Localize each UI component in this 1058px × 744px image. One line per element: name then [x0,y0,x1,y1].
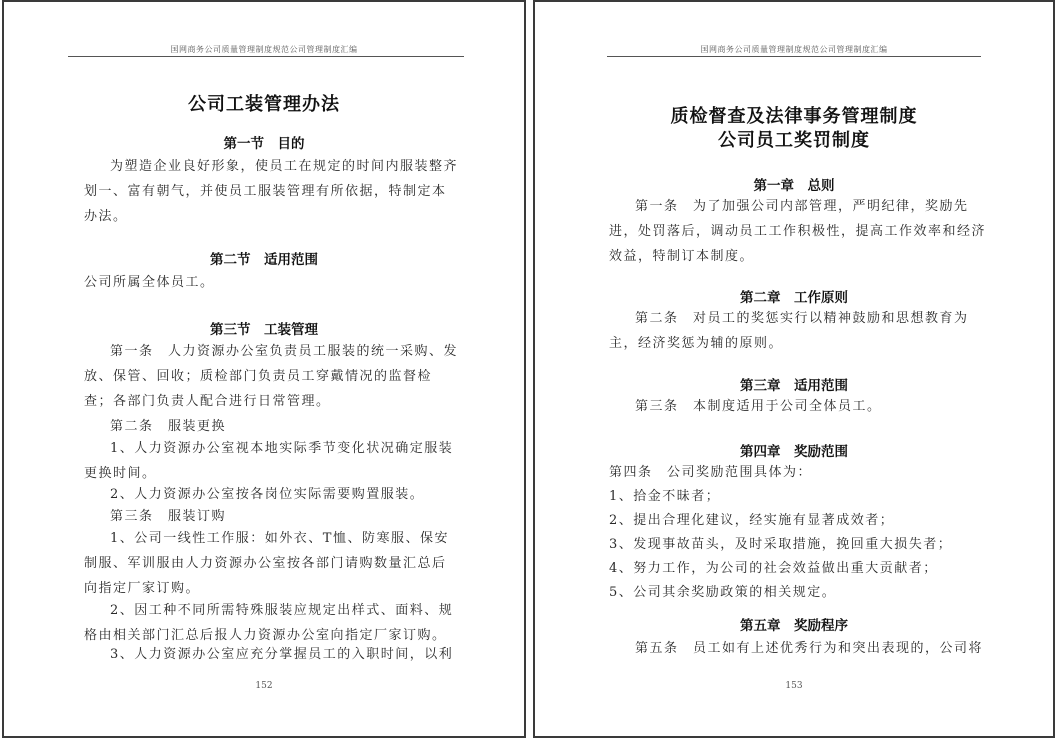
section-heading: 第三节 工装管理 [210,322,318,338]
paragraph: 第三条 服装订购 [110,509,227,524]
list-item: 5、公司其余奖励政策的相关规定。 [609,585,837,600]
paragraph: 第一条 为了加强公司内部管理，严明纪律，奖励先进，处罚落后，调动员工工作积极性，提高工作效率和经济效益，特制订本制度。 [609,199,987,264]
list-item: 3、发现事故苗头，及时采取措施，挽回重大损失者； [609,537,953,552]
chapter-heading: 第五章 奖励程序 [740,618,848,634]
header-rule [607,56,981,57]
paragraph: 2、因工种不同所需特殊服装应规定出样式、面料、规格由相关部门汇总后报人力资源办公室向指定厂家订购。 [84,603,454,643]
chapter-heading: 第二章 工作原则 [740,290,848,306]
paragraph: 1、人力资源办公室视本地实际季节变化状况确定服装更换时间。 [84,441,454,481]
paragraph: 第二条 对员工的奖惩实行以精神鼓励和思想教育为主，经济奖惩为辅的原则。 [609,311,969,351]
document-title: 质检督查及法律事务管理制度 [670,106,918,127]
running-header: 国网商务公司质量管理制度规范公司管理制度汇编 [170,45,358,54]
running-header: 国网商务公司质量管理制度规范公司管理制度汇编 [700,45,888,54]
document-page-right [533,0,1055,738]
list-item: 1、拾金不昧者； [609,489,721,504]
paragraph: 1、公司一线性工作服：如外衣、T恤、防寒服、保安制服、军训服由人力资源办公室按各部门请购数量汇总后向指定厂家订购。 [84,531,449,596]
paragraph: 第二条 服装更换 [110,419,227,434]
document-page-left [2,0,526,738]
paragraph: 公司所属全体员工。 [84,275,215,290]
section-heading: 第一节 目的 [223,136,305,152]
chapter-heading: 第三章 适用范围 [740,378,848,394]
paragraph: 第一条 人力资源办公室负责员工服装的统一采购、发放、保管、回收；质检部门负责员工穿戴情况的监督检查；各部门负责人配合进行日常管理。 [84,344,459,409]
section-heading: 第二节 适用范围 [210,252,318,268]
paragraph: 为塑造企业良好形象，使员工在规定的时间内服装整齐划一、富有朝气，并使员工服装管理有所依据，特制定本办法。 [84,159,459,224]
chapter-heading: 第一章 总则 [753,178,835,194]
paragraph: 2、人力资源办公室按各岗位实际需要购置服装。 [110,487,425,502]
page-number: 152 [255,681,273,691]
document-title: 公司工装管理办法 [188,94,340,115]
chapter-heading: 第四章 奖励范围 [740,444,848,460]
list-item: 2、提出合理化建议，经实施有显著成效者； [609,513,895,528]
paragraph: 第五条 员工如有上述优秀行为和突出表现的，公司将 [635,641,984,656]
paragraph: 第四条 公司奖励范围具体为： [609,465,813,480]
list-item: 4、努力工作，为公司的社会效益做出重大贡献者； [609,561,938,576]
header-rule [68,56,464,57]
paragraph: 第三条 本制度适用于公司全体员工。 [635,399,882,414]
paragraph: 3、人力资源办公室应充分掌握员工的入职时间，以利 [110,647,454,662]
document-subtitle: 公司员工奖罚制度 [718,130,870,151]
page-number: 153 [785,681,803,691]
